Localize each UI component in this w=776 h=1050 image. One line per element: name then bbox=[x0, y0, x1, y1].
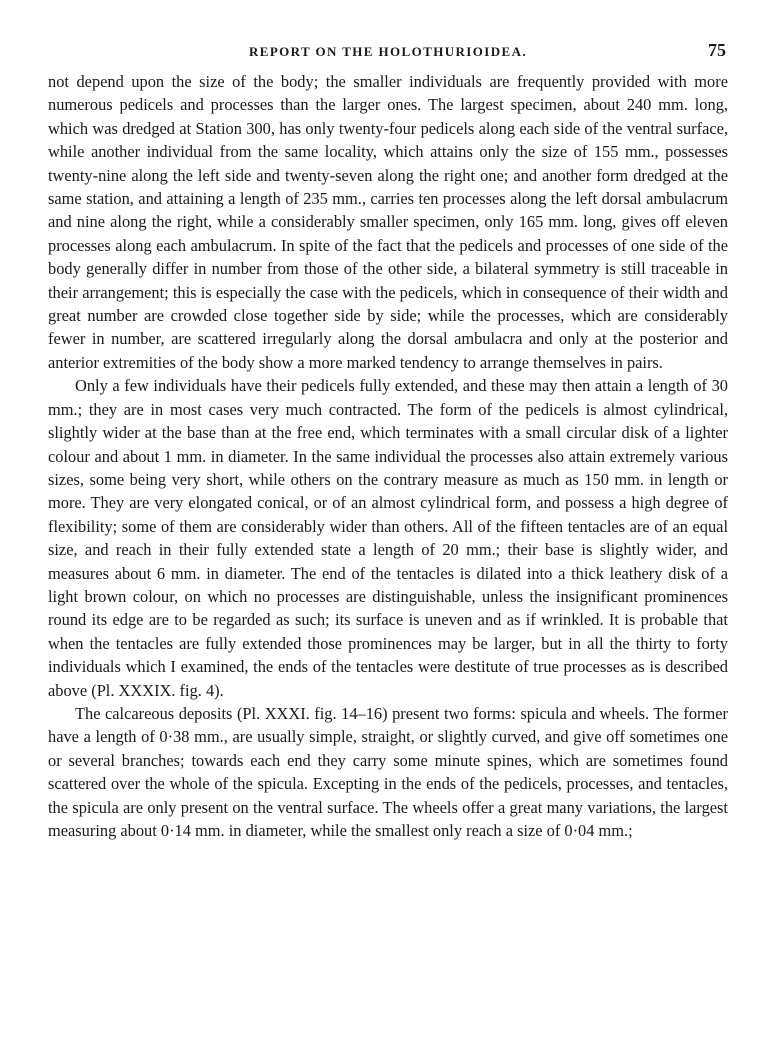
running-header bbox=[48, 40, 728, 70]
paragraph-pedicels-count: not depend upon the size of the body; the smaller individuals are frequently provided with more numerous pedicels and processes than the larger ones. The largest specimen, about 240 mm. long, which was dredged at Station 300, has only twenty-four pedicels along each side of the ventral surface, while another individual from the same locality, which attains only the size of 155 mm., possesses twenty-nine along the left side and twenty-seven along the right one; and another form dredged at the same station, and attaining a length of 235 mm., carries ten processes along the left dorsal ambulacrum and nine along the right, while a considerably smaller specimen, only 165 mm. long, gives off eleven processes along each ambulacrum. In spite of the fact that the pedicels and processes of one side of the body generally differ in number from those of the other side, a bilateral symmetry is still traceable in their arrangement; this is especially the case with the pedicels, which in consequence of their width and great number are crowded close together side by side; while the processes, which are considerably fewer in number, are scattered irregularly along the dorsal ambulacra and only at the posterior and anterior extremities of the body show a more marked tendency to arrange themselves in pairs. bbox=[48, 72, 728, 372]
body-text bbox=[48, 70, 728, 842]
paragraph-calcareous-deposits: The calcareous deposits (Pl. XXXI. fig. 14–16) present two forms: spicula and wheels. The former have a length of 0·38 mm., are usually simple, straight, or slightly curved, and give off sometimes one or several branches; towards each end they carry some minute spines, which are sometimes found scattered over the whole of the spicula. Excepting in the ends of the pedicels, processes, and tentacles, the spicula are only present on the ventral surface. The wheels offer a great many variations, the largest measuring about 0·14 mm. in diameter, while the smallest only reach a size of 0·04 mm.; bbox=[48, 703, 728, 840]
running-title: REPORT ON THE HOLOTHURIOIDEA. bbox=[248, 44, 528, 59]
page-number: 75 bbox=[708, 40, 726, 60]
document-page bbox=[48, 40, 728, 842]
paragraph-pedicels-form: Only a few individuals have their pedicels fully extended, and these may then attain a length of 30 mm.; they are in most cases very much contracted. The form of the pedicels is almost cylindrical, slightly wider at the base than at the free end, which terminates with a small circular disk of a lighter colour and about 1 mm. in diameter. In the same individual the processes also attain extremely various sizes, some being very short, while others on the contrary measure as much as 150 mm. in length or more. They are very elongated conical, or of an almost cylindrical form, and possess a high degree of flexibility; some of them are considerably wider than others. All of the fifteen tentacles are of an equal size, and reach in their fully extended state a length of 20 mm.; their base is slightly wider, and measures about 6 mm. in diameter. The end of the tentacles is dilated into a thick leathery disk of a light brown colour, on which no processes are distinguishable, unless the insignificant prominences round its edge are to be regarded as such; its surface is uneven and as if wrinkled. It is probable that when the tentacles are fully extended those prominences may be larger, but in all the thirty to forty individuals which I examined, the ends of the tentacles were destitute of true processes as is described above (Pl. XXXIX. fig. 4). bbox=[48, 376, 728, 700]
